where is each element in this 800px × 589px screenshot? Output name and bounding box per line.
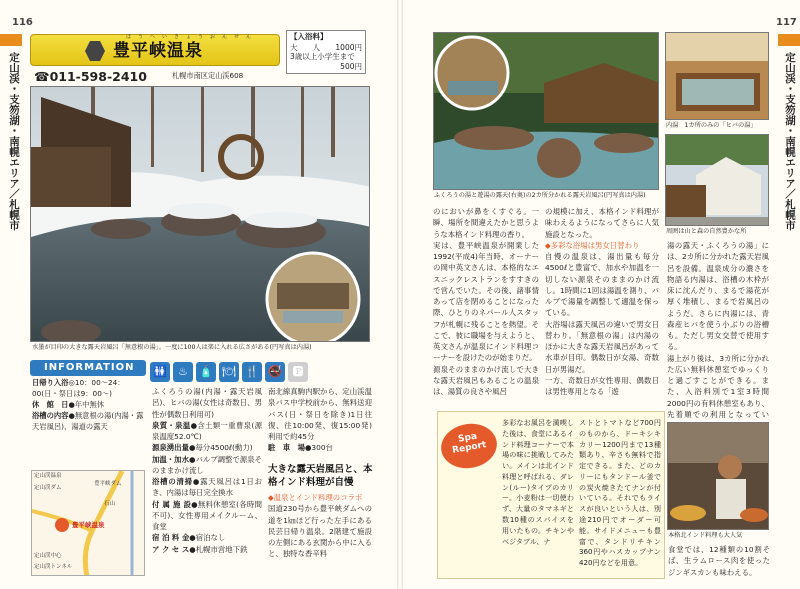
map-label: 定山渓温泉 (34, 473, 62, 479)
spa-report-text-left: 多彩なお風呂を満喫した後は、食堂にあるインド料理コーナーで本場の味に挑戦してみたい。メインは北インド料理と呼ばれる、ダレン(ルー)タイプのカリー。小麦粉は一切使わず、大量のタマネギと数10種のスパイスを用いたもの。チキンやベジタブル、ナ (502, 418, 574, 546)
no-smoking-icon: 🚭 (265, 362, 285, 382)
map-label: 豊平峡ダム (94, 481, 122, 487)
info-row: 日帰り入浴◎10：00～24：00(日・祭日は9：00～) (32, 378, 125, 398)
hot-spring-icon: ♨ (173, 362, 193, 382)
food-note: 食堂では、12種類の10割そば、生ラムロース肉を使ったジンギスカンも味わえる。 (668, 545, 770, 577)
access-map (31, 470, 145, 576)
access-column: 南北線真駒内駅から、定山渓温泉バス中学校前から、無料送迎バス(日・祭日を除き)1日往復、往10:00発、復15:00発)利用で約45分 駐 車 場●300台 (268, 387, 372, 453)
side-label-left: 定山渓・支笏湖・南幌エリア／札幌市 (8, 52, 20, 231)
fee-box (286, 30, 366, 74)
fee-row-child (290, 52, 362, 62)
page-number-right: 117 (776, 17, 797, 28)
caption-main-photo: 水墨が目印の大きな露天岩風呂「無意根の湯」。一度に100人は楽に入れる広さがある(円写真は内湯) (32, 344, 312, 351)
fee-price: 500円 (340, 62, 362, 71)
info-row: 休 館 日●年中無休 (32, 399, 105, 409)
page-gutter (397, 0, 403, 589)
dining-icon: 🍽 (219, 362, 239, 382)
map-destination-label: 豊平峡温泉 (72, 521, 105, 529)
onsen-title-banner (30, 34, 280, 66)
photo-fukurou-bath (433, 32, 659, 190)
fee-who: 大 人 (290, 43, 320, 52)
spa-report-text-right: ストとトマトなど700円のものから、ドーキシキカリー1200円まで13種類あり、辛さも無料で指定できる。また、どのカリーにもタンドール釜での炭火焼きたてナンが付いている。それでもライスが良いという人は、別途210円でオーダー可能。サイドメニューも豊富で、タンドリチキン360円やハスカップナン420円などを用意。 (579, 418, 661, 568)
map-label: 石山 (104, 501, 116, 507)
fee-label: 【入浴料】 (290, 32, 328, 41)
side-label-right: 定山渓・支笏湖・南幌エリア／札幌市 (784, 52, 796, 231)
article-subhead: 大きな露天岩風呂と、本格インド料理が自慢 (268, 464, 373, 488)
photo-exterior (665, 134, 769, 226)
map-label: 定山渓中心 (34, 553, 62, 559)
information-heading: INFORMATION (30, 360, 146, 376)
fee-row-child-price (290, 62, 362, 72)
article-column-1: のにおいが鼻をくすぐる。一瞬、場所を間違えたかと思うような本格インド料理の香り。 実は、豊平峡温泉が開業した1992(平成4)年当時、オーナーの岡中英文さんは、本格的なエスニックレストランをすすきので営んでいた。その後、諸事情あって店を閉めることになった際、ひとりのネパール人スタッフが札幌に残ることを熱望。そこで、彼に職場を与えようと、英文さんが温泉にインド料理コーナーを設けたのが始まりだ。 源泉そのままのかけ流しで大きな露天岩風呂もあることの温泉は、湯質の良さや風呂 (433, 207, 539, 396)
info-row: 浴槽の内容●無意根の湯(内湯・露天岩風呂)、湯道の露天 (32, 410, 144, 431)
restaurant-icon: 🍴 (242, 362, 262, 382)
fee-who: 3歳以上小学生まで (290, 52, 355, 61)
side-tab-right-marker (778, 34, 800, 46)
map-label: 定山渓トンネル (34, 564, 73, 570)
article-column-2: の規模に加え、本格インド料理が味わえるようになってさらに人気施設となった。 ◆多彩な浴場は男女日替わり 自慢の温泉は、湯出量も毎分4500ℓと豊富で、加水や加温を一切しない源泉そのままのかけ流し。1時間に1回は湯温を測り、バルブで湯量を調整して適温を保っている。 大浴場は露天風呂の違いで男女日替わり。「無意根の湯」は内湯のほかに大きな露天岩風呂があって水車が目印。偶数日が女湯、奇数日が男湯だ。 一方、奇数日が女性専用、偶数日は男性専用となる「遊 (545, 207, 659, 396)
facilities-column: ふくろうの湯(内湯・露天岩風呂)、ヒバの湯(女性は奇数日、男性が偶数日利用可) 泉質・泉温●含土類一重曹泉(源泉温度52.0℃) 源泉湧出量●毎分4500ℓ(動力) 加温・加水●バルブ調整で源泉そのままかけ流し 浴槽の清掃●露天風呂は1日おき、内湯は毎日完全換水 付 属 施 設●無料休憩室(各時間不可)、女性専用メイクルーム、食堂 宿 泊 料 金●宿泊なし ア ク セ ス●札幌市営地下鉄 (152, 387, 262, 554)
fee-price: 1000円 (335, 43, 362, 52)
caption-fukurou: ふくろうの湯と遊湯の露天(右奥)の2カ所分かれる露天岩風呂(円写真は内湯) (434, 192, 646, 199)
phone-number: ☎011-598-2410 (34, 69, 147, 84)
caption-hiba: 内湯 1カ所のみの「ヒバの湯」 (666, 122, 757, 129)
shampoo-icon: 🧴 (196, 362, 216, 382)
article-lead-column: ◆温泉とインド料理のコラボ 国道230号から豊平峡ダムへの道を1㎞ほど行った左手にある民芸日帰り温泉。2階建て施設の左側にある玄関から中に入ると、独特な香辛料 (268, 493, 372, 559)
address: 札幌市南区定山渓608 (172, 71, 244, 80)
onsen-name: 豊平峡温泉 (113, 41, 203, 61)
spa-report-badge: Spa Report (438, 419, 501, 472)
article-column-3: 湯の露天・ふくろうの湯」には、2カ所に分かれた露天岩風呂を設備。温泉成分の濃さを物語る内湯は、浴槽の木枠が床に沈んだり、まるで湯花が厚く堆積し、まるで岩風呂のようだ。さらに内湯には、青森産ヒバを使う小ぶりの浴槽も。ただし男女交替で使用する。 湯上がり後は、3カ所に分かれた広い無料休憩室でゆっくりと過ごすことができる。また、入浴料別で1室3時間2000円の有料休憩室もあり、先着順での利用となってい (667, 241, 769, 419)
side-tab-left-marker (0, 34, 22, 46)
onsen-name-ruby: ほうへいきょうおんせん (126, 34, 259, 40)
photo-hiba-bath (665, 32, 769, 120)
caption-curry: 本格北インド料理も大人気 (668, 532, 743, 539)
caption-exterior: 周囲は山と森の自然豊かな所 (666, 228, 747, 235)
parking-icon: 🅿 (288, 362, 308, 382)
page-number-left: 116 (12, 17, 33, 28)
restroom-icon: 🚻 (150, 362, 170, 382)
main-photo-open-air-bath (30, 86, 370, 342)
photo-indian-curry-chef (667, 422, 769, 530)
information-list (32, 378, 146, 433)
map-label: 定山渓ダム (34, 485, 62, 491)
title-hex-icon (85, 41, 105, 61)
